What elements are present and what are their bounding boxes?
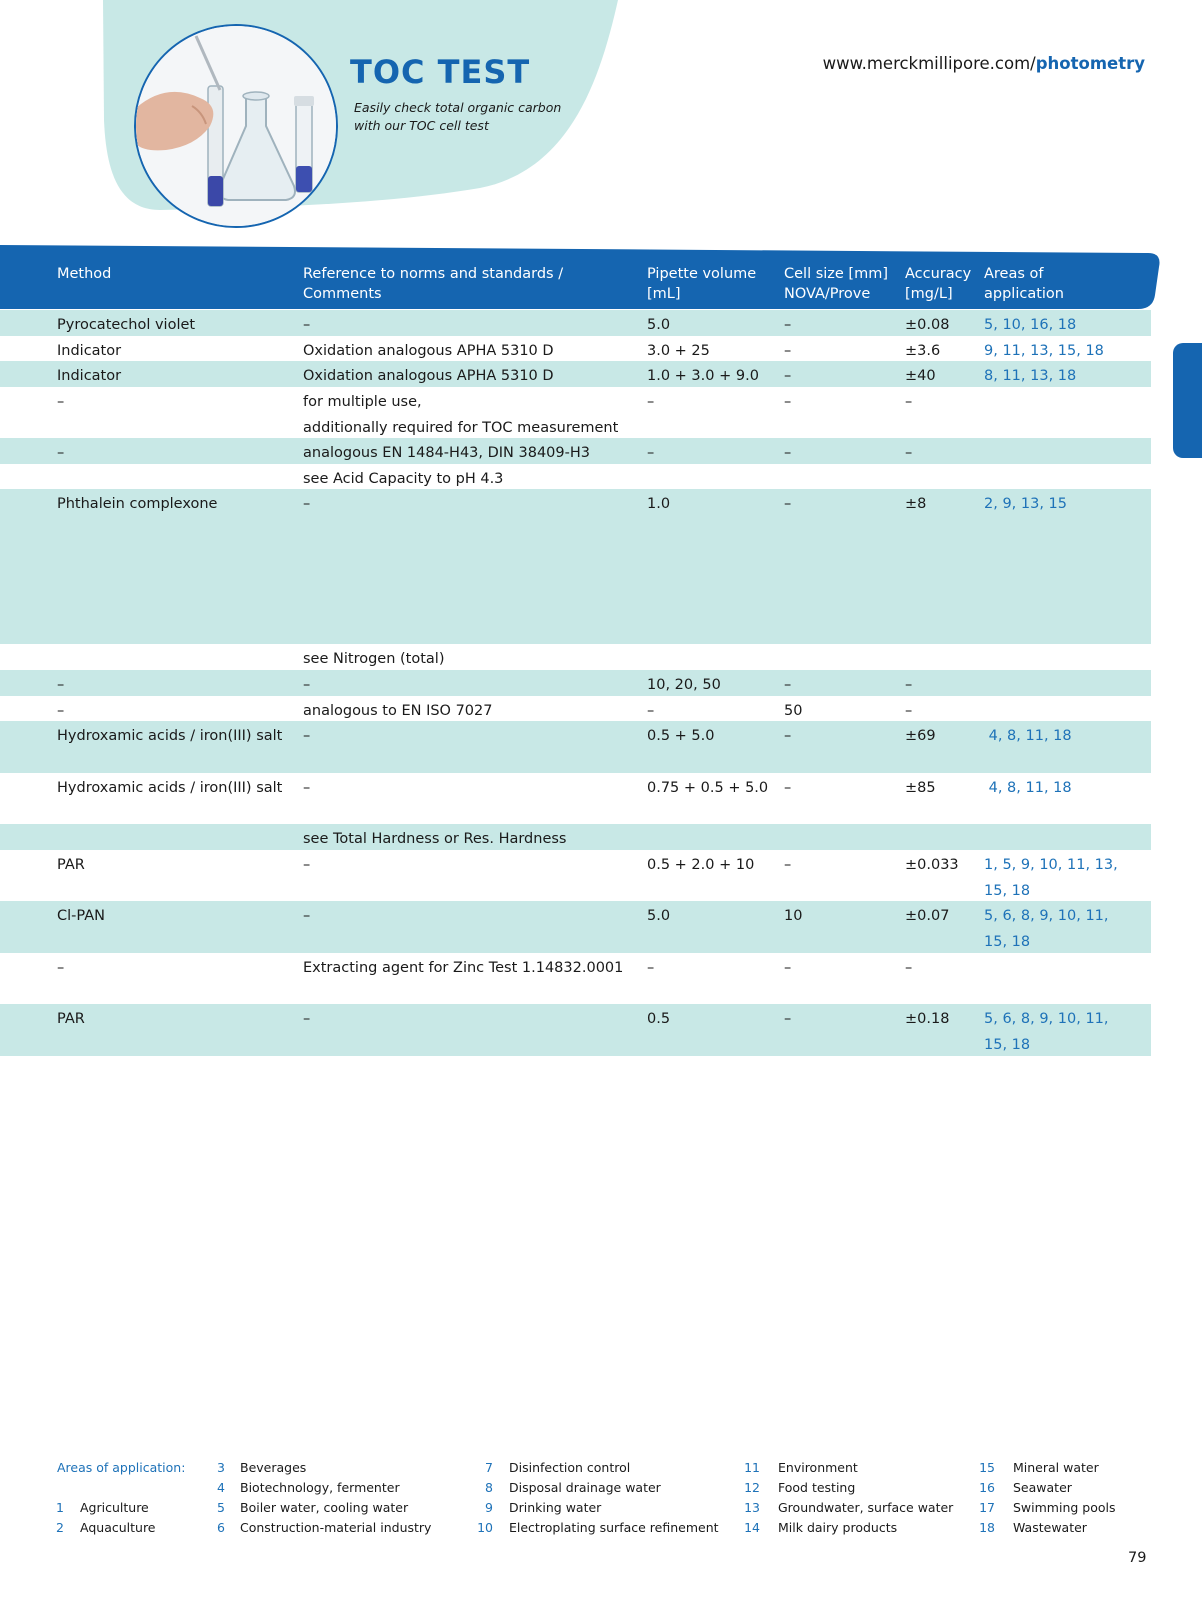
cell-method: Hydroxamic acids / iron(III) salt	[57, 780, 283, 796]
table-row	[0, 670, 1151, 696]
legend-number: 11	[744, 1460, 760, 1475]
cell-areas: 9, 11, 13, 15, 18	[984, 343, 1104, 359]
cell-cell-size: –	[784, 728, 792, 744]
col-header-pipette-volume: Pipette volume [mL]	[647, 266, 757, 302]
cell-cell-size: 10	[784, 908, 803, 924]
cell-reference: see Nitrogen (total)	[303, 651, 445, 667]
cell-accuracy: ±3.6	[905, 343, 941, 359]
legend-label: Agriculture	[80, 1500, 149, 1515]
cell-areas: 4, 8, 11, 18	[984, 780, 1072, 796]
page-number: 79	[1128, 1550, 1147, 1566]
table-row	[0, 310, 1151, 336]
cell-reference: for multiple use, additionally required for TOC measurement	[303, 394, 619, 436]
legend-number: 12	[744, 1480, 760, 1495]
cell-reference: Extracting agent for Zinc Test 1.14832.0001	[303, 960, 624, 976]
site-url-emphasis: photometry	[1035, 54, 1145, 73]
cell-cell-size: –	[784, 394, 792, 410]
legend-title: Areas of application:	[57, 1460, 186, 1475]
cell-cell-size: –	[784, 960, 792, 976]
site-url-link[interactable]	[823, 54, 1145, 73]
legend-label: Boiler water, cooling water	[240, 1500, 409, 1515]
cell-accuracy: ±8	[905, 496, 927, 512]
legend-number: 13	[744, 1500, 760, 1515]
cell-areas: 2, 9, 13, 15	[984, 496, 1068, 512]
legend-number: 4	[217, 1480, 225, 1495]
legend-label: Swimming pools	[1013, 1500, 1116, 1515]
legend-number: 2	[56, 1520, 64, 1535]
legend-label: Food testing	[778, 1480, 856, 1495]
promo-title: TOC TEST	[350, 53, 531, 91]
cell-method: –	[57, 445, 65, 461]
legend-number: 3	[217, 1460, 225, 1475]
table-row	[0, 696, 1151, 721]
cell-reference: –	[303, 780, 311, 796]
cell-reference: –	[303, 857, 311, 873]
legend-label: Beverages	[240, 1460, 307, 1475]
cell-accuracy: –	[905, 960, 913, 976]
table-row	[0, 1004, 1151, 1056]
table-row	[0, 824, 1151, 850]
table-row	[0, 773, 1151, 824]
cell-pipette-volume: 5.0	[647, 908, 671, 924]
cell-accuracy: –	[905, 677, 913, 693]
cell-accuracy: ±69	[905, 728, 936, 744]
cell-reference: analogous EN 1484-H43, DIN 38409-H3	[303, 445, 590, 461]
cell-cell-size: –	[784, 496, 792, 512]
table-row	[0, 438, 1151, 464]
legend-number: 10	[477, 1520, 493, 1535]
table-row	[0, 464, 1151, 489]
cell-areas: 1, 5, 9, 10, 11, 13, 15, 18	[984, 857, 1118, 899]
legend-label: Disposal drainage water	[509, 1480, 661, 1495]
col-header-method: Method	[57, 266, 112, 282]
table-row	[0, 953, 1151, 1004]
product-photo	[134, 24, 338, 228]
legend-number: 16	[979, 1480, 995, 1495]
col-header-cell-size: Cell size [mm] NOVA/Prove	[784, 266, 888, 302]
cell-areas: 5, 10, 16, 18	[984, 317, 1077, 333]
legend-label: Electroplating surface refinement	[509, 1520, 719, 1535]
col-header-accuracy: Accuracy [mg/L]	[905, 266, 972, 302]
cell-method: Pyrocatechol violet	[57, 317, 196, 333]
section-side-tab[interactable]	[1173, 343, 1202, 458]
legend-number: 1	[56, 1500, 64, 1515]
cell-pipette-volume: –	[647, 394, 655, 410]
cell-areas: 5, 6, 8, 9, 10, 11, 15, 18	[984, 908, 1109, 950]
cell-reference: –	[303, 496, 311, 512]
cell-pipette-volume: 0.5	[647, 1011, 671, 1027]
cell-accuracy: ±0.033	[905, 857, 959, 873]
cell-accuracy: –	[905, 703, 913, 719]
cell-reference: –	[303, 677, 311, 693]
legend-label: Construction-material industry	[240, 1520, 432, 1535]
cell-pipette-volume: 5.0	[647, 317, 671, 333]
lab-glassware-illustration	[136, 26, 338, 228]
cell-reference: Oxidation analogous APHA 5310 D	[303, 368, 554, 384]
cell-cell-size: –	[784, 317, 792, 333]
cell-method: Hydroxamic acids / iron(III) salt	[57, 728, 283, 744]
cell-pipette-volume: 0.5 + 2.0 + 10	[647, 857, 755, 873]
cell-accuracy: –	[905, 394, 913, 410]
cell-accuracy: ±0.08	[905, 317, 950, 333]
promo-subtitle: Easily check total organic carbon with our TOC cell test	[354, 100, 562, 133]
cell-areas: 4, 8, 11, 18	[984, 728, 1072, 744]
cell-pipette-volume: 3.0 + 25	[647, 343, 710, 359]
legend-label: Mineral water	[1013, 1460, 1099, 1475]
cell-pipette-volume: 10, 20, 50	[647, 677, 721, 693]
cell-reference: see Acid Capacity to pH 4.3	[303, 471, 504, 487]
cell-reference: –	[303, 1011, 311, 1027]
cell-pipette-volume: –	[647, 703, 655, 719]
cell-accuracy: ±40	[905, 368, 936, 384]
legend-number: 18	[979, 1520, 995, 1535]
legend-label: Milk dairy products	[778, 1520, 898, 1535]
cell-areas: 8, 11, 13, 18	[984, 368, 1077, 384]
cell-reference: –	[303, 908, 311, 924]
cell-pipette-volume: –	[647, 960, 655, 976]
table-row	[0, 850, 1151, 901]
cell-pipette-volume: 0.75 + 0.5 + 5.0	[647, 780, 769, 796]
legend-number: 14	[744, 1520, 760, 1535]
legend-number: 17	[979, 1500, 995, 1515]
legend-label: Drinking water	[509, 1500, 602, 1515]
legend-number: 15	[979, 1460, 995, 1475]
cell-cell-size: 50	[784, 703, 803, 719]
cell-method: PAR	[57, 857, 85, 873]
table-row	[0, 361, 1151, 387]
legend-label: Wastewater	[1013, 1520, 1087, 1535]
cell-method: Cl-PAN	[57, 908, 105, 924]
cell-method: Indicator	[57, 343, 122, 359]
legend-label: Environment	[778, 1460, 858, 1475]
col-header-areas: Areas of application	[984, 266, 1064, 302]
cell-method: –	[57, 703, 65, 719]
cell-method: –	[57, 960, 65, 976]
cell-cell-size: –	[784, 1011, 792, 1027]
cell-reference: –	[303, 317, 311, 333]
cell-cell-size: –	[784, 780, 792, 796]
legend-number: 9	[485, 1500, 493, 1515]
cell-method: Indicator	[57, 368, 122, 384]
legend-label: Aquaculture	[80, 1520, 156, 1535]
cell-accuracy: –	[905, 445, 913, 461]
cell-reference: see Total Hardness or Res. Hardness	[303, 831, 567, 847]
cell-reference: analogous to EN ISO 7027	[303, 703, 493, 719]
col-header-reference: Reference to norms and standards / Comments	[303, 266, 564, 302]
legend-number: 7	[485, 1460, 493, 1475]
cell-accuracy: ±85	[905, 780, 936, 796]
cell-method: PAR	[57, 1011, 85, 1027]
cell-method: –	[57, 677, 65, 693]
site-url-prefix: www.merckmillipore.com/	[822, 54, 1036, 73]
cell-cell-size: –	[784, 343, 792, 359]
table-row	[0, 644, 1151, 670]
cell-method: –	[57, 394, 65, 410]
cell-pipette-volume: 1.0 + 3.0 + 9.0	[647, 368, 759, 384]
table-row	[0, 489, 1151, 644]
legend-number: 6	[217, 1520, 225, 1535]
cell-cell-size: –	[784, 445, 792, 461]
legend-label: Seawater	[1013, 1480, 1072, 1495]
table-row	[0, 387, 1151, 438]
cell-pipette-volume: 0.5 + 5.0	[647, 728, 715, 744]
cell-pipette-volume: –	[647, 445, 655, 461]
table-row	[0, 901, 1151, 953]
table-row	[0, 721, 1151, 773]
cell-cell-size: –	[784, 368, 792, 384]
cell-accuracy: ±0.07	[905, 908, 950, 924]
legend-number: 5	[217, 1500, 225, 1515]
legend-number: 8	[485, 1480, 493, 1495]
cell-areas: 5, 6, 8, 9, 10, 11, 15, 18	[984, 1011, 1109, 1053]
cell-method: Phthalein complexone	[57, 496, 218, 512]
cell-accuracy: ±0.18	[905, 1011, 950, 1027]
table-row	[0, 336, 1151, 361]
legend-label: Disinfection control	[509, 1460, 631, 1475]
cell-reference: –	[303, 728, 311, 744]
cell-reference: Oxidation analogous APHA 5310 D	[303, 343, 554, 359]
cell-pipette-volume: 1.0	[647, 496, 671, 512]
cell-cell-size: –	[784, 857, 792, 873]
cell-cell-size: –	[784, 677, 792, 693]
legend-label: Groundwater, surface water	[778, 1500, 954, 1515]
legend-label: Biotechnology, fermenter	[240, 1480, 400, 1495]
